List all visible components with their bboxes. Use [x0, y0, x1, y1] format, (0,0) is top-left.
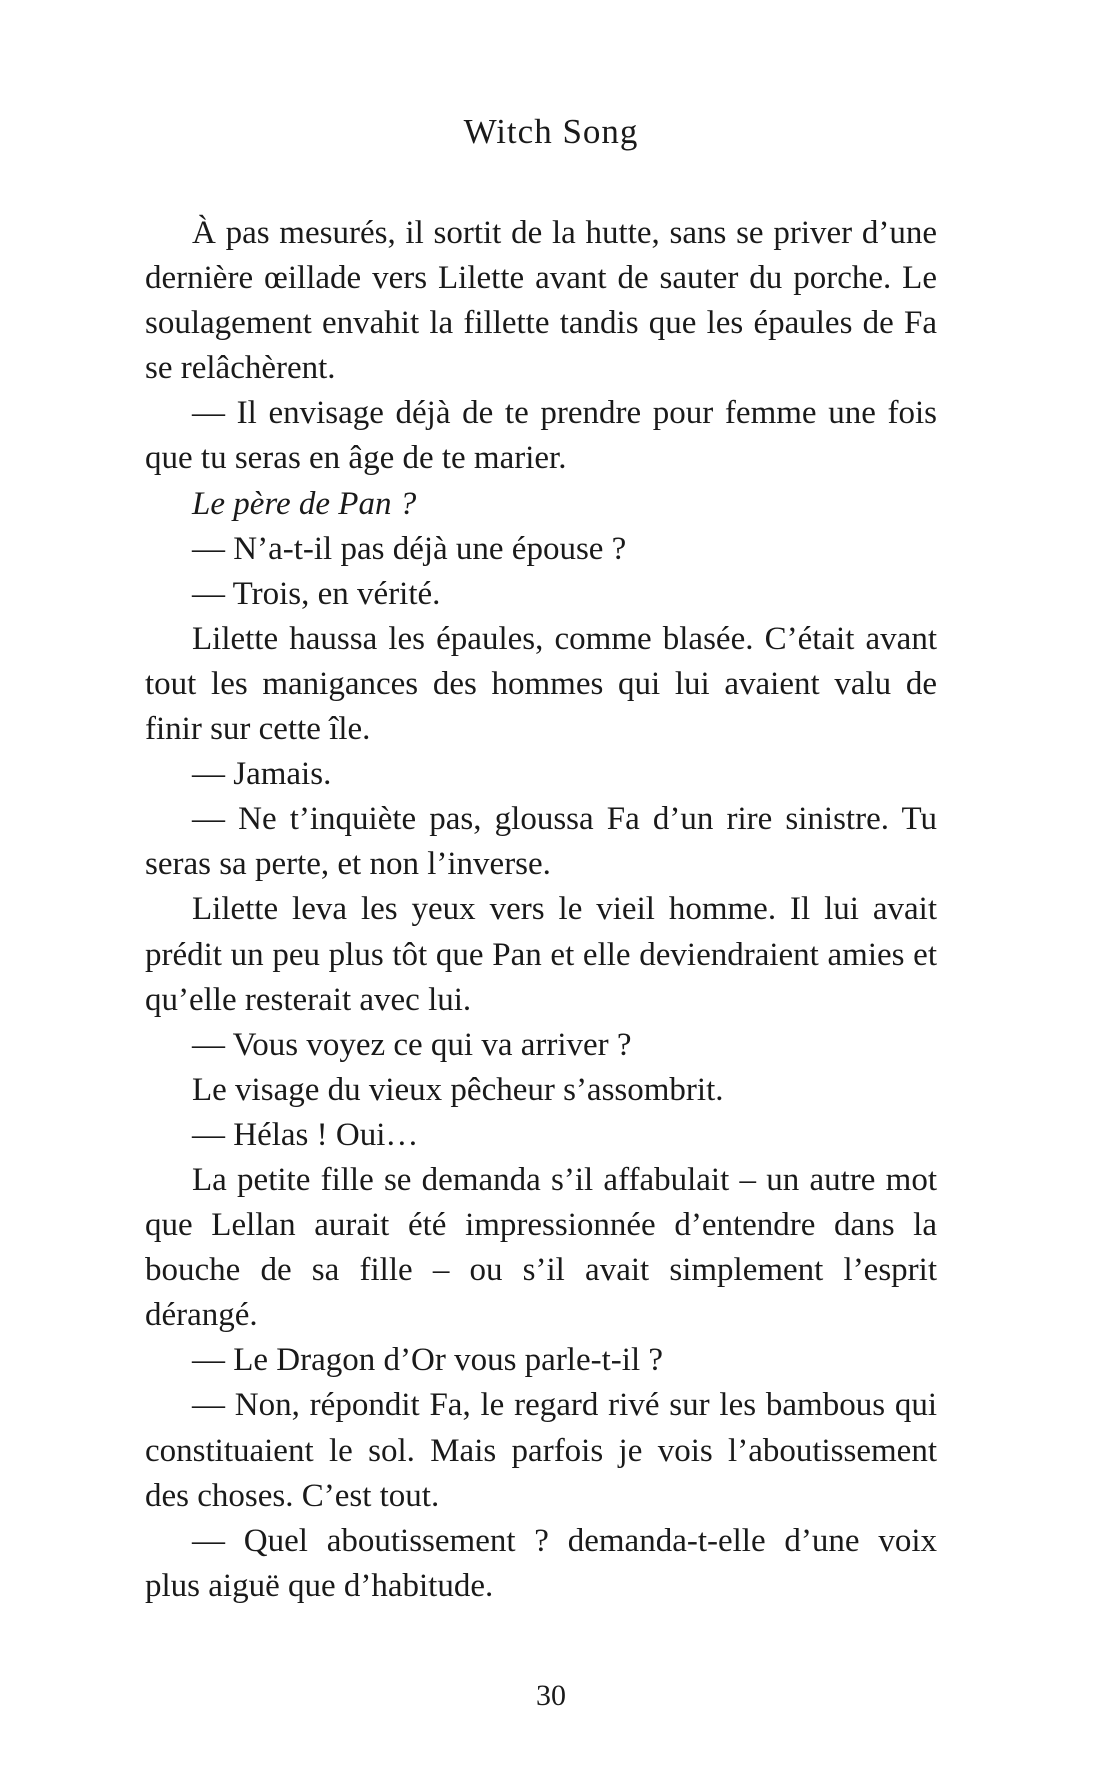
paragraph: — Jamais. [192, 756, 332, 793]
paragraph: Le père de Pan ? [192, 485, 417, 522]
paragraph: — N’a-t-il pas déjà une épouse ? [192, 530, 627, 567]
paragraph: — Ne t’inquiète pas, gloussa Fa d’un rire sinistre. Tu seras sa perte, et non l’inverse. [145, 801, 937, 883]
page-number: 30 [536, 1679, 566, 1712]
paragraph: À pas mesurés, il sortit de la hutte, sans se priver d’une dernière œillade vers Lilette avant de sauter du porche. Le soulagement envahit la fillette tandis que les épaules de Fa se relâchèrent. [145, 215, 937, 387]
paragraph: — Trois, en vérité. [192, 575, 441, 612]
paragraph: — Vous voyez ce qui va arriver ? [192, 1026, 632, 1063]
paragraph: — Non, répondit Fa, le regard rivé sur les bambous qui constituaient le sol. Mais parfois je vois l’aboutissement des choses. C’est tout. [145, 1387, 937, 1514]
paragraph: La petite fille se demanda s’il affabulait – un autre mot que Lellan aurait été impressionnée d’entendre dans la bouche de sa fille – ou s’il avait simplement l’esprit dérangé. [145, 1161, 937, 1334]
paragraph: Lilette haussa les épaules, comme blasée. C’était avant tout les manigances des hommes qui lui avaient valu de finir sur cette île. [145, 620, 937, 748]
paragraph: Le visage du vieux pêcheur s’assombrit. [192, 1071, 724, 1108]
running-title: Witch Song [463, 112, 639, 151]
paragraph: — Hélas ! Oui… [192, 1116, 419, 1153]
body-text [145, 211, 937, 1609]
paragraph: — Le Dragon d’Or vous parle-t-il ? [192, 1342, 664, 1379]
paragraph: — Quel aboutissement ? demanda-t-elle d’une voix plus aiguë que d’habitude. [145, 1522, 937, 1604]
paragraph: Lilette leva les yeux vers le vieil homme. Il lui avait prédit un peu plus tôt que Pan et elle deviendraient amies et qu’elle resterait avec lui. [145, 891, 937, 1018]
paragraph: — Il envisage déjà de te prendre pour femme une fois que tu seras en âge de te marier. [145, 395, 937, 477]
